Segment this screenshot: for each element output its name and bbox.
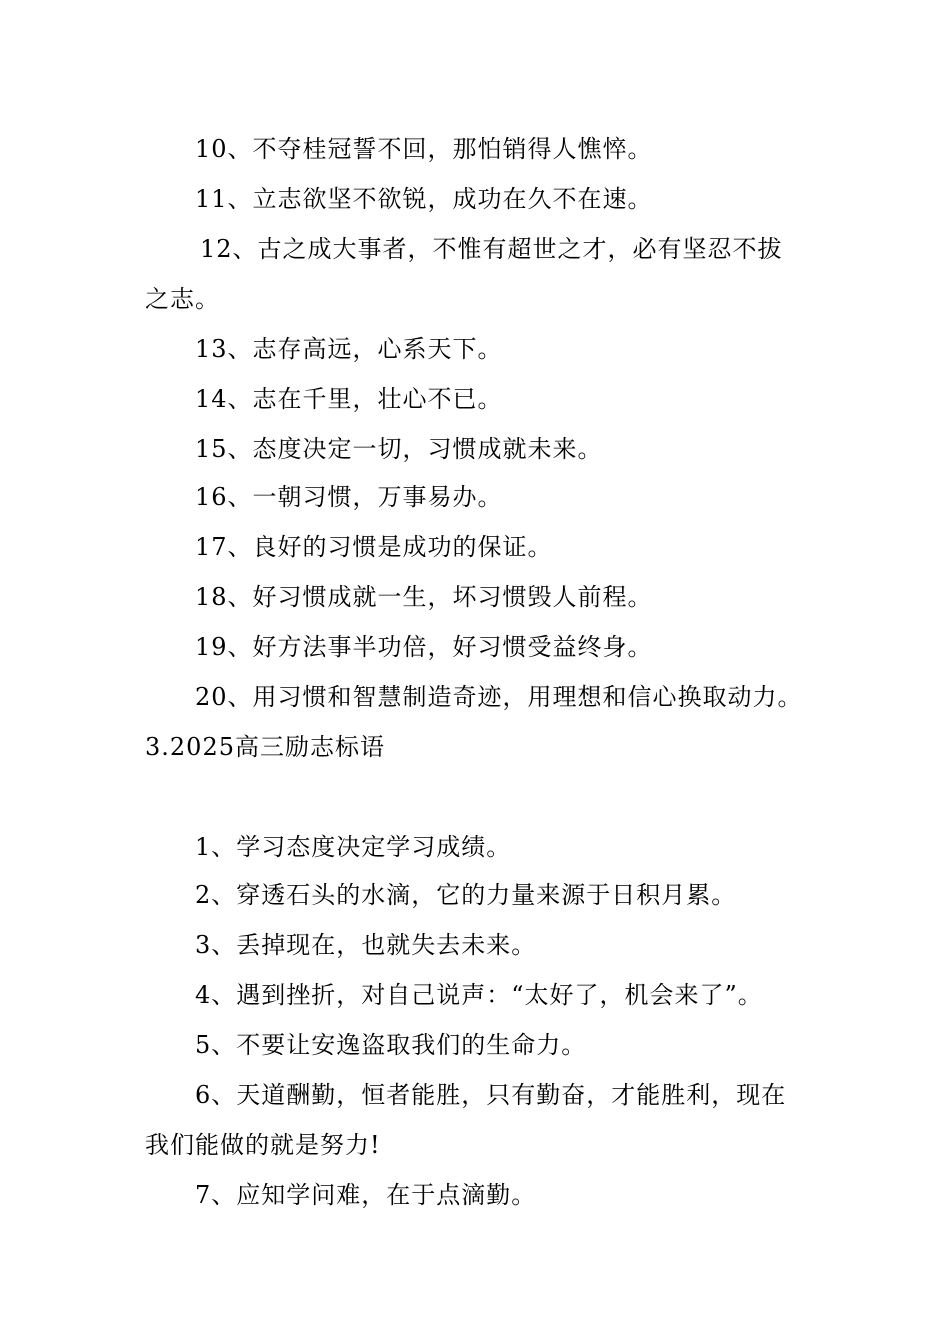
slogan-item-20: 20、用习惯和智慧制造奇迹，用理想和信心换取动力。 <box>195 683 803 711</box>
slogan-item-12: 12、古之成大事者，不惟有超世之才，必有坚忍不拔 <box>200 235 783 263</box>
slogan-item-6-continued: 我们能做的就是努力! <box>145 1131 381 1159</box>
slogan-item-12-continued: 之志。 <box>145 285 220 313</box>
slogan-item-14: 14、志在千里，壮心不已。 <box>195 385 503 413</box>
slogan-item-2: 2、穿透石头的水滴，它的力量来源于日积月累。 <box>195 881 737 909</box>
slogan-item-15: 15、态度决定一切，习惯成就未来。 <box>195 435 603 463</box>
slogan-item-18: 18、好习惯成就一生，坏习惯毁人前程。 <box>195 583 653 611</box>
slogan-item-1: 1、学习态度决定学习成绩。 <box>195 833 512 861</box>
slogan-item-19: 19、好方法事半功倍，好习惯受益终身。 <box>195 633 653 661</box>
slogan-item-13: 13、志存高远，心系天下。 <box>195 335 503 363</box>
slogan-item-16: 16、一朝习惯，万事易办。 <box>195 483 503 511</box>
section-heading: 3.2025高三励志标语 <box>145 733 385 761</box>
slogan-item-17: 17、良好的习惯是成功的保证。 <box>195 533 553 561</box>
slogan-item-11: 11、立志欲坚不欲锐，成功在久不在速。 <box>195 185 653 213</box>
slogan-item-3: 3、丢掉现在，也就失去未来。 <box>195 931 537 959</box>
slogan-item-5: 5、不要让安逸盗取我们的生命力。 <box>195 1031 587 1059</box>
slogan-item-10: 10、不夺桂冠誓不回，那怕销得人憔悴。 <box>195 135 653 163</box>
slogan-item-7: 7、应知学问难，在于点滴勤。 <box>195 1181 537 1209</box>
slogan-item-4: 4、遇到挫折，对自己说声：“太好了，机会来了”。 <box>195 981 763 1009</box>
slogan-item-6: 6、天道酬勤，恒者能胜，只有勤奋，才能胜利，现在 <box>195 1081 787 1109</box>
